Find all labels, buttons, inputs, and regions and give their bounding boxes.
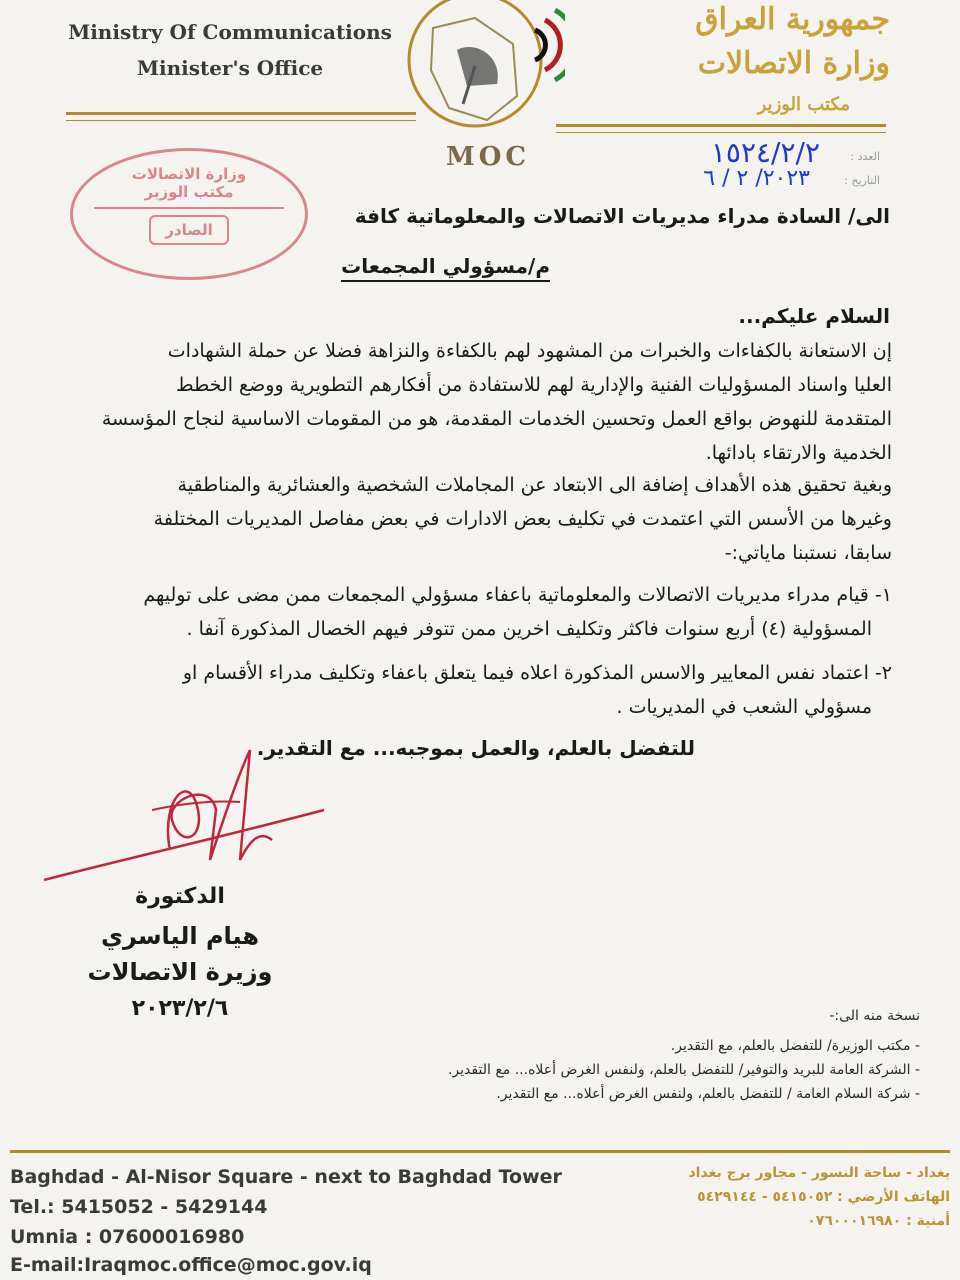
reference-number: ١٥٢٤/٢/٢ (710, 136, 820, 169)
item-1 (62, 578, 892, 646)
ministry-logo-icon (405, 0, 565, 140)
paragraph-1-line: العليا واسناد المسؤوليات الفنية والإدارية لهم للاستفادة من أفكارهم التطويرية ووضع الخطط (176, 374, 892, 396)
republic-name-ar: جمهورية العراق (695, 2, 890, 37)
logo-text: MOC (445, 142, 531, 172)
footer-address-ar: بغداد - ساحة النسور - مجاور برج بغداد (688, 1165, 950, 1181)
subject-line: م/مسؤولي المجمعات (341, 254, 550, 282)
closing-line: للتفضل بالعلم، والعمل بموجبه... مع التقدير. (256, 736, 695, 760)
signatory-title: الدكتورة (135, 884, 225, 909)
paragraph-2-line: وبغية تحقيق هذه الأهداف إضافة الى الابتعاد عن المجاملات الشخصية والعشائرية والمناطقية (177, 474, 892, 496)
header-rule-left-thin (66, 120, 416, 121)
copies-section (360, 1004, 920, 1106)
copy-item: - شركة السلام العامة / للتفضل بالعلم، ولنفس الغرض أعلاه... مع التقدير. (496, 1086, 920, 1102)
office-stamp (70, 148, 308, 280)
footer-umnia-en: Umnia : 07600016980 (10, 1226, 245, 1248)
paragraph-1-line: المتقدمة للنهوض بواقع العمل وتحسين الخدمات المقدمة، هو من المقومات الاساسية لنجاح المؤسسة (101, 408, 892, 430)
header-rule-left (66, 112, 416, 115)
signatory-position: وزيرة الاتصالات (87, 958, 273, 986)
item-2-line: مسؤولي الشعب في المديريات . (616, 696, 872, 718)
header-english (40, 14, 420, 86)
copy-item: - الشركة العامة للبريد والتوفير/ للتفضل بالعلم، ولنفس الغرض أعلاه... مع التقدير. (447, 1062, 920, 1078)
stamp-box: الصادر (149, 215, 229, 245)
ministry-name-ar: وزارة الاتصالات (697, 46, 890, 81)
signature-date: ٢٠٢٣/٢/٦ (131, 996, 229, 1021)
office-name-en: Minister's Office (136, 56, 324, 80)
footer-email-en: E-mail:Iraqmoc.office@moc.gov.iq (10, 1254, 372, 1276)
stamp-line2: مكتب الوزير (144, 183, 234, 201)
ministry-name-en: Ministry Of Communications (68, 20, 392, 44)
paragraph-1-line: الخدمية والارتقاء بادائها. (705, 442, 892, 464)
greeting: السلام عليكم... (738, 304, 890, 328)
item-2-line: ٢- اعتماد نفس المعايير والاسس المذكورة اعلاه فيما يتعلق باعفاء وتكليف مدراء الأقسام او (182, 662, 892, 684)
reference-date: ٢٠٢٣/ ٢ / ٦ (703, 166, 810, 191)
footer-tel-ar: الهاتف الأرضي : ٥٤١٥٠٥٢ - ٥٤٢٩١٤٤ (697, 1189, 950, 1205)
item-1-line: المسؤولية (٤) أربع سنوات فاكثر وتكليف اخرين ممن تتوفر فيهم الخصال المذكورة آنفا . (186, 618, 872, 640)
paragraph-1 (62, 334, 892, 470)
stamp-line1: وزارة الاتصالات (131, 165, 247, 183)
signature-icon (40, 740, 340, 890)
date-label: التاريخ : (844, 174, 880, 187)
footer-address-en: Baghdad - Al-Nisor Square - next to Baghdad Tower (10, 1166, 562, 1188)
paragraph-2 (62, 468, 892, 570)
paragraph-2-line: وغيرها من الأسس التي اعتمدت في تكليف بعض الادارات في بعض مفاصل المديريات المختلفة (153, 508, 892, 530)
header-rule-right (556, 124, 886, 127)
number-label: العدد : (850, 150, 880, 163)
footer-rule (10, 1150, 950, 1153)
item-1-line: ١- قيام مدراء مديريات الاتصالات والمعلوماتية باعفاء مسؤولي المجمعات ممن مضى على توليهم (143, 584, 892, 606)
copies-heading: نسخة منه الى:- (829, 1008, 920, 1024)
copy-item: - مكتب الوزيرة/ للتفضل بالعلم، مع التقدير. (670, 1038, 920, 1054)
footer-umnia-ar: أمنية : ٠٧٦٠٠٠١٦٩٨٠ (807, 1213, 950, 1229)
office-name-ar: مكتب الوزير (757, 94, 850, 115)
item-2 (62, 656, 892, 724)
recipient-line: الى/ السادة مدراء مديريات الاتصالات والمعلوماتية كافة (354, 204, 890, 228)
stamp-divider (94, 207, 284, 209)
signatory-name: هيام الياسري (101, 922, 259, 950)
footer-tel-en: Tel.: 5415052 - 5429144 (10, 1196, 268, 1218)
paragraph-2-line: سابقا، نستبنا ماياتي:- (724, 542, 892, 564)
header-rule-right-thin (556, 132, 886, 133)
paragraph-1-line: إن الاستعانة بالكفاءات والخبرات من المشهود لهم بالكفاءة والنزاهة فضلا عن حملة الشهادات (167, 340, 892, 362)
